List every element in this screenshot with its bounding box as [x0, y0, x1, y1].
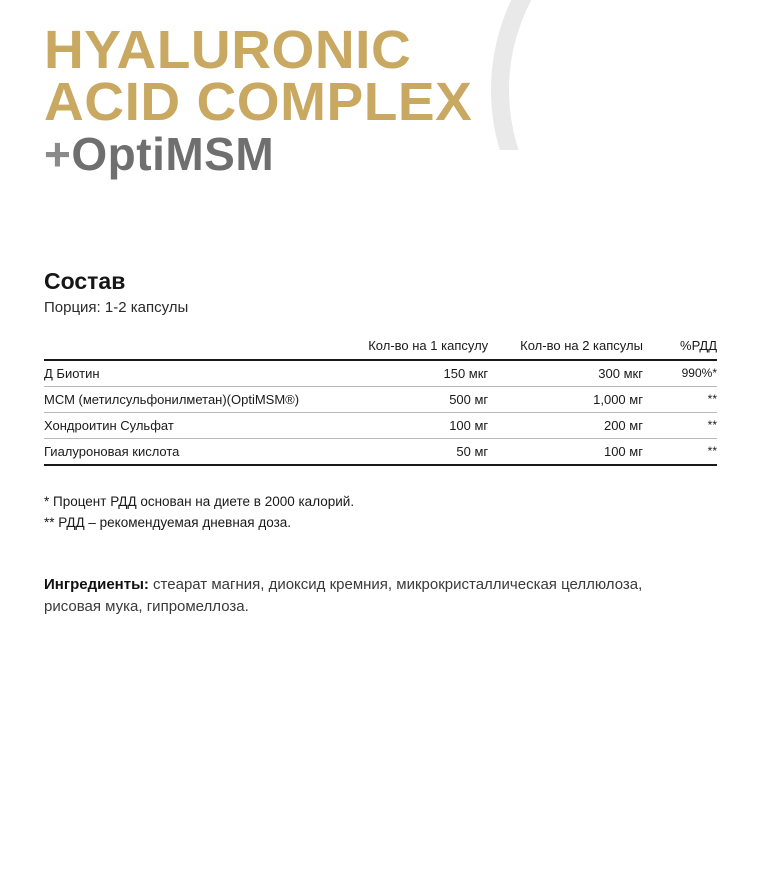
supplement-facts-table [44, 338, 717, 466]
column-header-per-two-capsules: Кол-во на 2 капсулы [488, 338, 643, 360]
row-daily-value: 990%* [643, 360, 717, 387]
row-amount-per-one: 500 мг [327, 386, 489, 412]
product-subtitle [44, 128, 761, 181]
row-amount-per-one: 50 мг [327, 438, 489, 465]
product-title-line-1: HYALURONIC [44, 20, 412, 80]
table-row [44, 386, 717, 412]
product-subtitle-text: OptiMSM [71, 128, 275, 181]
column-header-daily-value: %РДД [643, 338, 717, 360]
row-amount-per-two: 100 мг [488, 438, 643, 465]
facts-serving-size: Порция: 1-2 капсулы [44, 298, 189, 316]
column-header-per-one-capsule: Кол-во на 1 капсулу [327, 338, 489, 360]
footnotes-block [44, 492, 717, 534]
row-amount-per-two: 300 мкг [488, 360, 643, 387]
supplement-facts-panel [44, 268, 717, 466]
product-title-line-2: ACID COMPLEX [44, 71, 473, 132]
ingredients-text: стеарат магния, диоксид кремния, микрокристаллическая целлюлоза, рисовая мука, гипромеллоза. [44, 575, 643, 615]
ingredients-block [44, 574, 694, 619]
footnote-daily-value: * Процент РДД основан на диете в 2000 калорий. [44, 493, 355, 509]
row-nutrient-name: МСМ (метилсульфонилметан)(OptiMSM®) [44, 386, 327, 412]
row-daily-value: ** [643, 438, 717, 465]
row-daily-value: ** [643, 386, 717, 412]
product-title-block [0, 0, 761, 181]
row-amount-per-two: 1,000 мг [488, 386, 643, 412]
row-amount-per-two: 200 мг [488, 412, 643, 438]
row-nutrient-name: Хондроитин Сульфат [44, 412, 327, 438]
facts-heading: Состав [44, 267, 126, 294]
table-row [44, 360, 717, 387]
row-daily-value: ** [643, 412, 717, 438]
footnote-rdd-definition: ** РДД – рекомендуемая дневная доза. [44, 514, 292, 530]
table-row [44, 438, 717, 465]
column-header-name [44, 338, 327, 360]
row-amount-per-one: 100 мг [327, 412, 489, 438]
row-amount-per-one: 150 мкг [327, 360, 489, 387]
row-nutrient-name: Гиалуроновая кислота [44, 438, 327, 465]
plus-glyph: + [44, 128, 72, 181]
table-row [44, 412, 717, 438]
row-nutrient-name: Д Биотин [44, 360, 327, 387]
ingredients-label: Ингредиенты: [44, 575, 149, 593]
table-header-row [44, 338, 717, 360]
